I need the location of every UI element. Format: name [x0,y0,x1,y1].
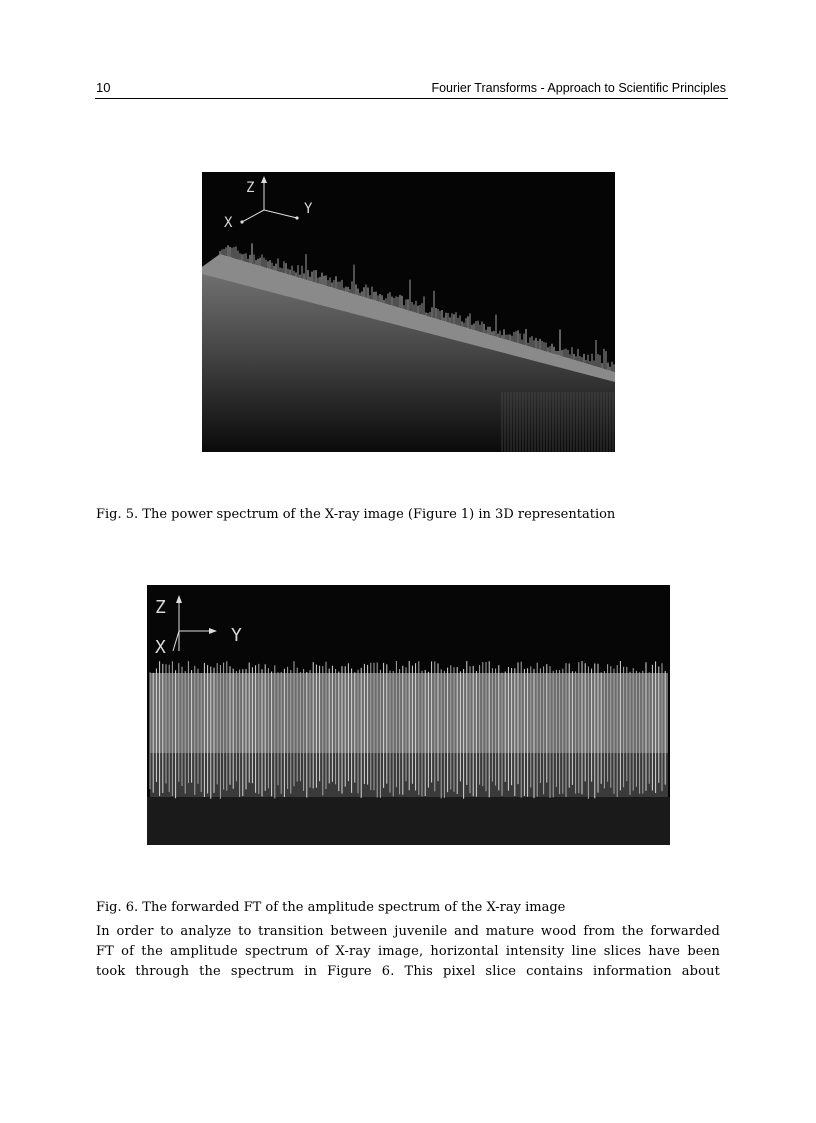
figure-5-caption: Fig. 5. The power spectrum of the X-ray image (Figure 1) in 3D representation [96,507,616,522]
x-axis-label: X [224,215,233,231]
x-axis-label: X [155,637,166,658]
figure-6-caption: Fig. 6. The forwarded FT of the amplitude spectrum of the X-ray image [96,900,566,915]
body-line: took through the spectrum in Figure 6. This pixel slice contains information about [96,964,720,979]
y-axis-label: Y [231,625,242,646]
z-axis-label: Z [155,597,166,618]
body-paragraph [96,922,720,982]
figure-6-image [147,585,670,845]
body-line: FT of the amplitude spectrum of X-ray image, horizontal intensity line slices have been [96,944,720,959]
axis-triad [224,176,313,231]
header-rule [95,98,728,99]
running-title: Fourier Transforms - Approach to Scientific Principles [431,81,726,95]
figure-6-plot [147,585,670,845]
page-number: 10 [96,80,111,95]
baseline-band [147,797,670,845]
body-line: In order to analyze to transition between juvenile and mature wood from the forwarded [96,924,720,939]
figure-5-image [202,172,615,452]
y-axis-label: Y [304,201,313,217]
z-axis-label: Z [246,180,255,196]
figure-5-plot [202,172,615,452]
